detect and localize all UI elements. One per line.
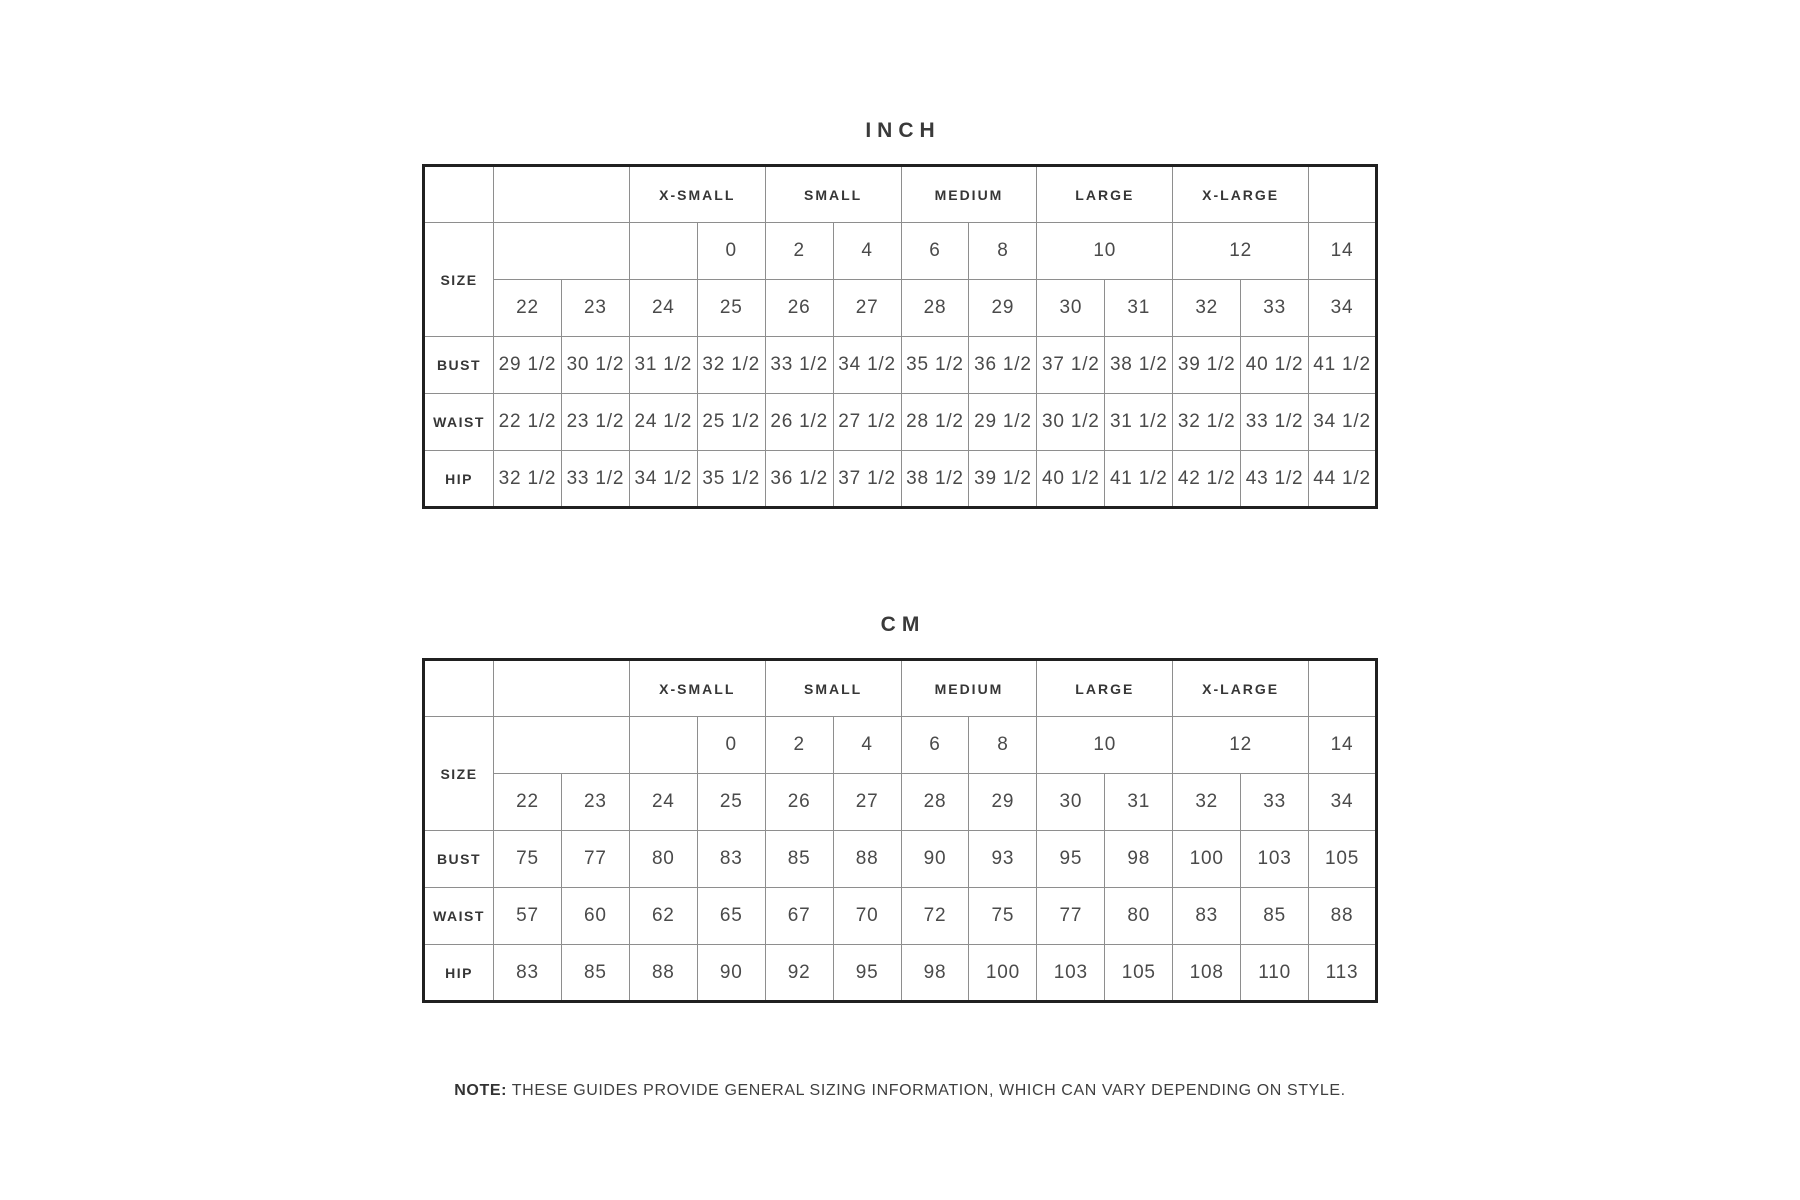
- size-col-24: 24: [629, 280, 697, 337]
- hip-value-31: 105: [1105, 945, 1173, 1002]
- inch-size-table: [422, 164, 1378, 509]
- even-sizes-row: [424, 223, 1377, 280]
- hip-value-26: 36 1/2: [765, 451, 833, 508]
- row-label-bust: BUST: [424, 337, 494, 394]
- waist-value-27: 70: [833, 888, 901, 945]
- group-header-x-small: X-SMALL: [629, 660, 765, 717]
- waist-value-28: 28 1/2: [901, 394, 969, 451]
- bust-value-24: 31 1/2: [629, 337, 697, 394]
- hip-row: [424, 451, 1377, 508]
- even-size-blank: [494, 223, 630, 280]
- group-header-row: [424, 166, 1377, 223]
- waist-value-23: 60: [561, 888, 629, 945]
- hip-value-23: 33 1/2: [561, 451, 629, 508]
- even-size-14: 14: [1309, 717, 1377, 774]
- size-col-32: 32: [1173, 280, 1241, 337]
- size-col-26: 26: [765, 774, 833, 831]
- hip-value-31: 41 1/2: [1105, 451, 1173, 508]
- numeric-sizes-row: [424, 774, 1377, 831]
- bust-value-34: 105: [1309, 831, 1377, 888]
- bust-row: [424, 831, 1377, 888]
- bust-value-27: 88: [833, 831, 901, 888]
- group-header-blank: [1309, 660, 1377, 717]
- group-header-blank: [494, 660, 630, 717]
- hip-value-30: 103: [1037, 945, 1105, 1002]
- even-size-10: 10: [1037, 223, 1173, 280]
- corner-cell: [424, 166, 494, 223]
- hip-value-22: 83: [494, 945, 562, 1002]
- inch-size-section: [422, 118, 1378, 509]
- inch-table-title: INCH: [865, 119, 941, 142]
- hip-value-34: 113: [1309, 945, 1377, 1002]
- bust-value-33: 40 1/2: [1241, 337, 1309, 394]
- hip-value-25: 90: [697, 945, 765, 1002]
- size-col-29: 29: [969, 280, 1037, 337]
- hip-value-29: 39 1/2: [969, 451, 1037, 508]
- bust-value-26: 85: [765, 831, 833, 888]
- even-size-blank: [629, 223, 697, 280]
- hip-value-23: 85: [561, 945, 629, 1002]
- hip-value-32: 108: [1173, 945, 1241, 1002]
- bust-value-32: 39 1/2: [1173, 337, 1241, 394]
- hip-value-24: 34 1/2: [629, 451, 697, 508]
- bust-value-26: 33 1/2: [765, 337, 833, 394]
- waist-row: [424, 394, 1377, 451]
- even-size-10: 10: [1037, 717, 1173, 774]
- sizing-note-text: THESE GUIDES PROVIDE GENERAL SIZING INFORMATION, WHICH CAN VARY DEPENDING ON STYLE.: [507, 1082, 1346, 1099]
- hip-value-28: 98: [901, 945, 969, 1002]
- cm-table-title: CM: [880, 613, 926, 636]
- size-col-34: 34: [1309, 280, 1377, 337]
- size-col-33: 33: [1241, 280, 1309, 337]
- bust-value-23: 77: [561, 831, 629, 888]
- waist-value-22: 57: [494, 888, 562, 945]
- group-header-blank: [494, 166, 630, 223]
- group-header-blank: [1309, 166, 1377, 223]
- bust-value-28: 90: [901, 831, 969, 888]
- group-header-medium: MEDIUM: [901, 660, 1037, 717]
- group-header-small: SMALL: [765, 166, 901, 223]
- waist-row: [424, 888, 1377, 945]
- waist-value-22: 22 1/2: [494, 394, 562, 451]
- numeric-sizes-row: [424, 280, 1377, 337]
- hip-value-27: 95: [833, 945, 901, 1002]
- group-header-large: LARGE: [1037, 660, 1173, 717]
- waist-value-29: 75: [969, 888, 1037, 945]
- size-col-28: 28: [901, 280, 969, 337]
- bust-value-32: 100: [1173, 831, 1241, 888]
- bust-value-31: 38 1/2: [1105, 337, 1173, 394]
- row-label-bust: BUST: [424, 831, 494, 888]
- bust-value-33: 103: [1241, 831, 1309, 888]
- hip-value-26: 92: [765, 945, 833, 1002]
- even-size-0: 0: [697, 223, 765, 280]
- row-label-hip: HIP: [424, 451, 494, 508]
- group-header-large: LARGE: [1037, 166, 1173, 223]
- bust-value-34: 41 1/2: [1309, 337, 1377, 394]
- sizing-note: [422, 1082, 1378, 1100]
- even-size-blank: [494, 717, 630, 774]
- waist-value-32: 32 1/2: [1173, 394, 1241, 451]
- size-col-34: 34: [1309, 774, 1377, 831]
- bust-value-27: 34 1/2: [833, 337, 901, 394]
- cm-size-table: [422, 658, 1378, 1003]
- waist-value-33: 85: [1241, 888, 1309, 945]
- even-size-0: 0: [697, 717, 765, 774]
- waist-value-23: 23 1/2: [561, 394, 629, 451]
- waist-value-28: 72: [901, 888, 969, 945]
- even-size-4: 4: [833, 717, 901, 774]
- bust-value-24: 80: [629, 831, 697, 888]
- waist-value-31: 80: [1105, 888, 1173, 945]
- even-size-6: 6: [901, 223, 969, 280]
- hip-value-33: 43 1/2: [1241, 451, 1309, 508]
- waist-value-29: 29 1/2: [969, 394, 1037, 451]
- bust-value-22: 75: [494, 831, 562, 888]
- bust-value-22: 29 1/2: [494, 337, 562, 394]
- bust-row: [424, 337, 1377, 394]
- bust-value-30: 37 1/2: [1037, 337, 1105, 394]
- size-col-22: 22: [494, 774, 562, 831]
- bust-value-29: 93: [969, 831, 1037, 888]
- even-size-6: 6: [901, 717, 969, 774]
- even-size-12: 12: [1173, 717, 1309, 774]
- waist-value-25: 65: [697, 888, 765, 945]
- hip-value-28: 38 1/2: [901, 451, 969, 508]
- waist-value-25: 25 1/2: [697, 394, 765, 451]
- group-header-row: [424, 660, 1377, 717]
- waist-value-26: 67: [765, 888, 833, 945]
- size-col-31: 31: [1105, 280, 1173, 337]
- row-label-waist: WAIST: [424, 394, 494, 451]
- hip-value-29: 100: [969, 945, 1037, 1002]
- even-size-2: 2: [765, 223, 833, 280]
- even-size-4: 4: [833, 223, 901, 280]
- group-header-medium: MEDIUM: [901, 166, 1037, 223]
- corner-cell: [424, 660, 494, 717]
- cm-size-section: [422, 612, 1378, 1003]
- even-sizes-row: [424, 717, 1377, 774]
- size-col-30: 30: [1037, 280, 1105, 337]
- hip-value-34: 44 1/2: [1309, 451, 1377, 508]
- even-size-2: 2: [765, 717, 833, 774]
- size-col-29: 29: [969, 774, 1037, 831]
- waist-value-32: 83: [1173, 888, 1241, 945]
- hip-value-25: 35 1/2: [697, 451, 765, 508]
- hip-value-33: 110: [1241, 945, 1309, 1002]
- bust-value-31: 98: [1105, 831, 1173, 888]
- size-col-28: 28: [901, 774, 969, 831]
- bust-value-28: 35 1/2: [901, 337, 969, 394]
- waist-value-33: 33 1/2: [1241, 394, 1309, 451]
- row-label-size: SIZE: [424, 717, 494, 831]
- hip-value-32: 42 1/2: [1173, 451, 1241, 508]
- hip-value-30: 40 1/2: [1037, 451, 1105, 508]
- size-col-32: 32: [1173, 774, 1241, 831]
- waist-value-24: 24 1/2: [629, 394, 697, 451]
- even-size-8: 8: [969, 717, 1037, 774]
- bust-value-23: 30 1/2: [561, 337, 629, 394]
- row-label-hip: HIP: [424, 945, 494, 1002]
- hip-value-22: 32 1/2: [494, 451, 562, 508]
- sizing-note-label: NOTE:: [454, 1082, 508, 1099]
- size-col-31: 31: [1105, 774, 1173, 831]
- even-size-12: 12: [1173, 223, 1309, 280]
- bust-value-25: 83: [697, 831, 765, 888]
- size-col-23: 23: [561, 280, 629, 337]
- waist-value-24: 62: [629, 888, 697, 945]
- hip-value-27: 37 1/2: [833, 451, 901, 508]
- bust-value-25: 32 1/2: [697, 337, 765, 394]
- row-label-waist: WAIST: [424, 888, 494, 945]
- even-size-8: 8: [969, 223, 1037, 280]
- even-size-blank: [629, 717, 697, 774]
- size-col-33: 33: [1241, 774, 1309, 831]
- hip-value-24: 88: [629, 945, 697, 1002]
- size-col-30: 30: [1037, 774, 1105, 831]
- waist-value-26: 26 1/2: [765, 394, 833, 451]
- size-col-25: 25: [697, 280, 765, 337]
- bust-value-30: 95: [1037, 831, 1105, 888]
- waist-value-27: 27 1/2: [833, 394, 901, 451]
- waist-value-34: 34 1/2: [1309, 394, 1377, 451]
- even-size-14: 14: [1309, 223, 1377, 280]
- size-col-27: 27: [833, 280, 901, 337]
- group-header-x-large: X-LARGE: [1173, 660, 1309, 717]
- size-col-22: 22: [494, 280, 562, 337]
- group-header-small: SMALL: [765, 660, 901, 717]
- group-header-x-large: X-LARGE: [1173, 166, 1309, 223]
- group-header-x-small: X-SMALL: [629, 166, 765, 223]
- waist-value-31: 31 1/2: [1105, 394, 1173, 451]
- waist-value-30: 30 1/2: [1037, 394, 1105, 451]
- waist-value-34: 88: [1309, 888, 1377, 945]
- row-label-size: SIZE: [424, 223, 494, 337]
- size-col-27: 27: [833, 774, 901, 831]
- size-col-24: 24: [629, 774, 697, 831]
- bust-value-29: 36 1/2: [969, 337, 1037, 394]
- hip-row: [424, 945, 1377, 1002]
- size-col-25: 25: [697, 774, 765, 831]
- size-col-23: 23: [561, 774, 629, 831]
- waist-value-30: 77: [1037, 888, 1105, 945]
- size-col-26: 26: [765, 280, 833, 337]
